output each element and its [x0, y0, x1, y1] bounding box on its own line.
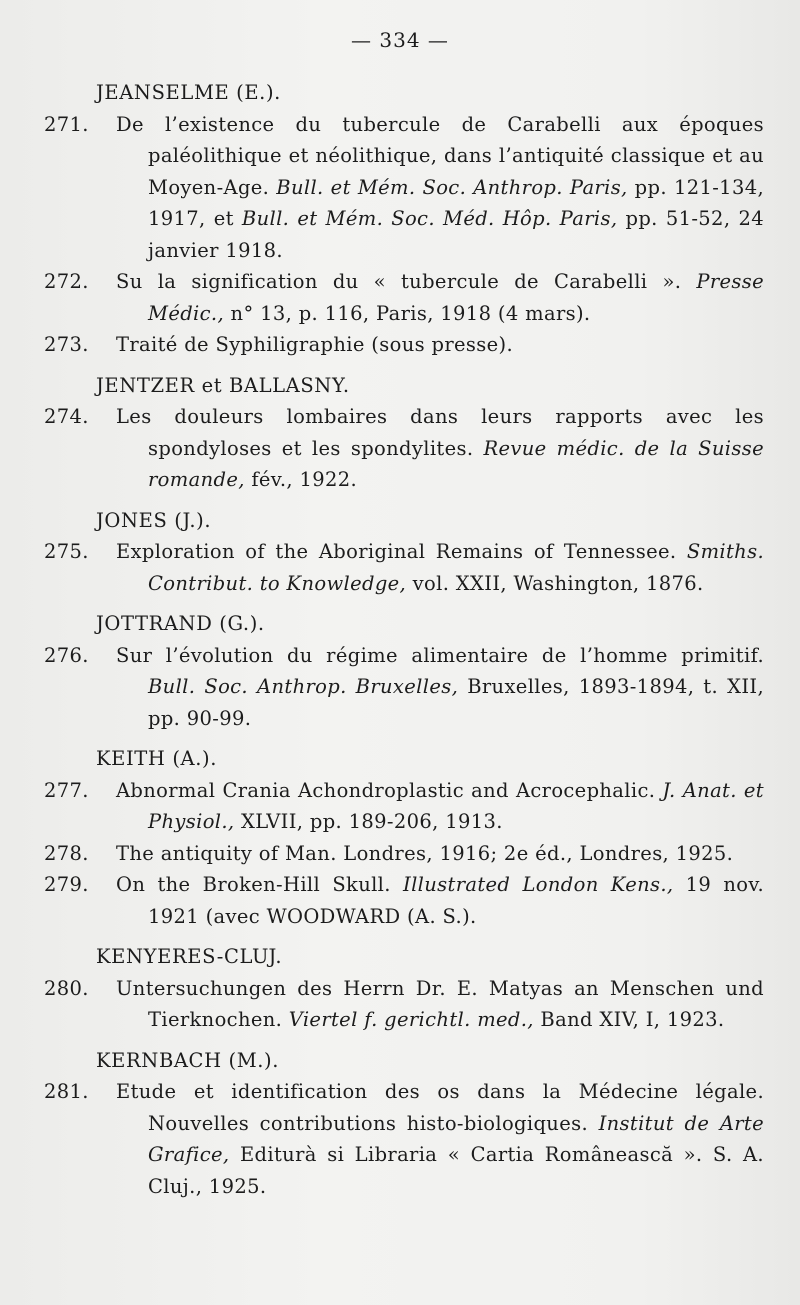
entry-number: 279. — [44, 873, 89, 896]
bibliography-entry — [44, 869, 764, 932]
entry-text — [116, 775, 764, 838]
entry-fragment: Su la signification du « tubercule de Carabelli ». — [116, 270, 697, 293]
entry-fragment: Bruxelles, 1893-1894, t. XII, pp. 90-99. — [148, 675, 764, 730]
bibliography-entry — [44, 838, 764, 870]
entry-number: 278. — [44, 841, 89, 865]
entry-number: 277. — [44, 778, 89, 802]
bibliography-entry — [44, 1076, 764, 1202]
entry-number: 272. — [44, 270, 89, 293]
entry-fragment: On the Broken-Hill Skull. — [116, 873, 404, 896]
entry-fragment: n° 13, p. 116, Paris, 1918 (4 mars). — [224, 301, 591, 325]
entry-fragment: Band XIV, I, 1923. — [533, 1008, 725, 1031]
entry-text — [116, 1076, 765, 1202]
entry-citation: Institut de Arte Grafice, — [148, 1111, 765, 1166]
entry-number: 271. — [44, 112, 89, 136]
entry-fragment: Traité de Syphiligraphie (sous presse). — [116, 333, 514, 356]
entry-fragment: pp. 121-134, 1917, et — [148, 175, 765, 230]
entry-text — [116, 838, 764, 870]
author-heading: KERNBACH (M.). — [96, 1048, 280, 1072]
bibliography-entry — [44, 973, 764, 1036]
bibliography-entry — [44, 401, 764, 496]
entry-fragment: Editurà si Libraria « Cartia Românească ». S. A. Cluj., 1925. — [148, 1143, 764, 1198]
entry-citation: Bull. et Mém. Soc. Anthrop. Paris, — [276, 175, 628, 199]
entry-text — [116, 266, 764, 329]
entry-fragment: XLVII, pp. 189-206, 1913. — [234, 810, 503, 833]
author-heading: JENTZER et BALLASNY. — [96, 373, 350, 397]
entry-fragment: Untersuchungen des Herrn Dr. E. Matyas an Menschen und Tierknochen. — [116, 976, 764, 1031]
author-heading: JONES (J.). — [96, 508, 212, 532]
entry-fragment: pp. 51-52, 24 janvier 1918. — [148, 207, 764, 262]
entry-fragment: vol. XXII, Washington, 1876. — [406, 571, 704, 595]
entry-text — [116, 536, 764, 599]
entry-fragment: Les douleurs lombaires dans leurs rapports avec les spondyloses et les spondylites. — [116, 405, 764, 460]
page-number: — 334 — — [351, 28, 449, 52]
entry-text — [116, 869, 764, 932]
entry-citation: Bull. Soc. Anthrop. Bruxelles, — [148, 675, 459, 698]
entry-text — [116, 329, 764, 361]
bibliography-entry — [44, 775, 764, 838]
entry-citation: Viertel f. gerichtl. med., — [288, 1008, 534, 1031]
bibliography-entry — [44, 266, 764, 329]
entry-citation: Smiths. Contribut. to Knowledge, — [148, 540, 764, 595]
entry-number: 281. — [44, 1080, 89, 1103]
entry-citation: Presse Médic., — [148, 270, 764, 325]
entry-fragment: 19 nov. 1921 (avec WOODWARD (A. S.). — [148, 873, 764, 928]
entry-fragment: Etude et identification des os dans la Médecine légale. Nouvelles contributions histo-biologiques. — [116, 1080, 764, 1135]
bibliography-list — [44, 68, 764, 1202]
entry-fragment: Sur l’évolution du régime alimentaire de l’homme primitif. — [116, 643, 764, 667]
entry-number: 274. — [44, 405, 89, 428]
entry-number: 280. — [44, 976, 89, 1000]
author-heading: KEITH (A.). — [96, 747, 218, 770]
entry-citation: Illustrated London Kens., — [403, 873, 674, 896]
bibliography-entry — [44, 329, 764, 361]
author-heading: JOTTRAND (G.). — [96, 612, 265, 635]
author-heading: JEANSELME (E.). — [96, 81, 281, 104]
entry-citation: J. Anat. et Physiol., — [148, 778, 764, 833]
entry-fragment: fév., 1922. — [244, 468, 358, 491]
bibliography-entry — [44, 640, 764, 735]
entry-citation: Revue médic. de la Suisse romande, — [148, 436, 764, 491]
entry-number: 275. — [44, 540, 89, 563]
entry-text — [116, 973, 764, 1036]
entry-fragment: The antiquity of Man. Londres, 1916; 2e éd., Londres, 1925. — [116, 841, 734, 865]
entry-fragment: Exploration of the Aboriginal Remains of Tennessee. — [116, 540, 687, 563]
entry-text — [116, 401, 764, 496]
bibliography-entry — [44, 109, 764, 267]
author-heading: KENYERES-CLUJ. — [96, 945, 283, 968]
entry-number: 276. — [44, 643, 89, 667]
bibliography-entry — [44, 536, 764, 599]
entry-text — [116, 109, 765, 267]
entry-citation: Bull. et Mém. Soc. Méd. Hôp. Paris, — [241, 207, 618, 230]
entry-fragment: De l’existence du tubercule de Carabelli aux époques paléolithique et néolithique, dans l’antiquité classique et au Moyen-Age. — [116, 112, 764, 199]
entry-fragment: Abnormal Crania Achondroplastic and Acrocephalic. — [116, 778, 663, 802]
entry-text — [116, 640, 764, 735]
entry-number: 273. — [44, 333, 89, 356]
